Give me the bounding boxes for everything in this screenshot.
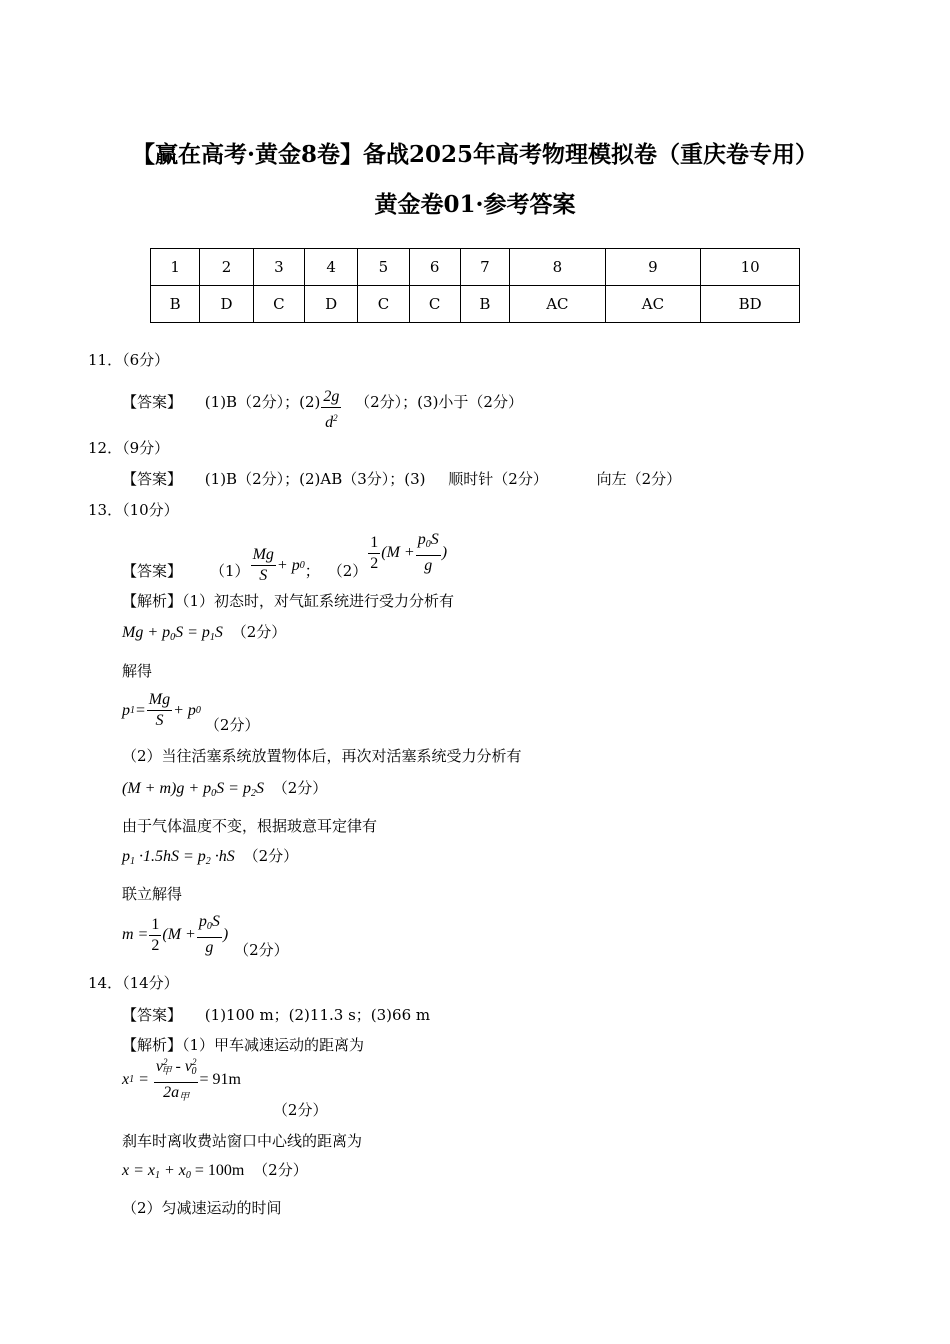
score: （2分） (234, 941, 289, 959)
text-line: 联立解得 (122, 885, 183, 903)
term: p (122, 848, 130, 865)
equation (122, 1052, 241, 1108)
term: v (155, 1058, 164, 1075)
numerator: Mg (147, 690, 172, 711)
analysis-tag: 【解析】 (122, 1036, 183, 1054)
equation (367, 530, 447, 576)
subscript: 0 (206, 921, 212, 932)
numerator (197, 912, 222, 938)
term: - v (171, 1058, 192, 1075)
term: ) (222, 926, 229, 943)
score: （2分） (204, 716, 260, 734)
equation (122, 690, 201, 731)
table-cell: AC (510, 286, 606, 323)
answer-text: 向左（2分） (596, 470, 682, 488)
term: S (214, 624, 223, 641)
equation-line (122, 622, 286, 648)
term: p (417, 531, 426, 548)
fraction-half (368, 533, 380, 574)
subscript: 1 (130, 856, 135, 867)
term: (M + (381, 544, 415, 561)
fraction (154, 1052, 199, 1108)
subscript: 0 (170, 632, 176, 643)
table-cell: 8 (510, 249, 606, 286)
question-11-heading: 11．（6分） (88, 351, 170, 369)
term: S = p (216, 780, 251, 797)
answer-tag: 【答案】 (122, 470, 183, 488)
table-cell: 1 (151, 249, 200, 286)
table-cell: 6 (409, 249, 460, 286)
table-row-answers (151, 286, 800, 323)
subscript: 0 (299, 559, 305, 571)
term: 2a (163, 1084, 180, 1101)
question-11-answer (122, 382, 523, 433)
term: = 91m (199, 1071, 241, 1088)
subscript: 0 (191, 1066, 197, 1077)
answer-table (150, 248, 800, 323)
term: S (430, 531, 439, 548)
answer-text: (1)100 m；(2)11.3 s；(3)66 m (204, 1006, 431, 1024)
denominator: S (259, 567, 268, 584)
fraction-half (149, 915, 161, 956)
score: （2分） (272, 1101, 328, 1119)
subscript: 甲 (179, 1092, 190, 1103)
d-symbol: d (325, 414, 334, 431)
analysis-tag: 【解析】 (122, 592, 183, 610)
fraction (147, 690, 172, 731)
denominator: g (424, 557, 433, 574)
answer-text: 顺时针（2分） (448, 470, 548, 488)
fraction-2g-over-d2 (321, 387, 341, 433)
table-cell: C (409, 286, 460, 323)
text-line: 由于气体温度不变，根据玻意耳定律有 (122, 817, 378, 835)
subscript: 2 (250, 788, 256, 799)
score: （2分） (253, 1161, 308, 1179)
separator: ； (304, 562, 320, 580)
table-cell: D (200, 286, 253, 323)
term: + x (160, 1162, 186, 1179)
text-line: 刹车时离收费站窗口中心线的距离为 (122, 1132, 363, 1150)
term: + p (173, 701, 196, 719)
subscript: 0 (185, 1170, 191, 1181)
term: (M + (162, 926, 196, 943)
table-cell: C (253, 286, 304, 323)
denominator: g (205, 939, 214, 956)
score: （2分） (272, 779, 328, 797)
numerator (154, 1052, 199, 1083)
score: （2分） (243, 847, 299, 865)
table-cell: 2 (200, 249, 253, 286)
fraction (197, 912, 222, 958)
equals: = (138, 1071, 149, 1088)
denominator: 2 (151, 936, 160, 954)
term: = (135, 701, 146, 719)
equation (122, 624, 223, 641)
term: p (122, 701, 130, 719)
term: S = p (175, 624, 210, 641)
question-14-heading: 14．（14分） (88, 974, 179, 992)
answer-tag: 【答案】 (122, 562, 183, 580)
equation (122, 848, 235, 865)
superscript: 2 (191, 1057, 197, 1067)
table-cell: D (304, 286, 357, 323)
question-13-answer (122, 528, 447, 582)
table-row-numbers (151, 249, 800, 286)
text-line: （2）匀减速运动的时间 (122, 1199, 282, 1217)
subscript: 2 (205, 856, 211, 867)
table-cell: 10 (701, 249, 800, 286)
fraction-denominator (323, 408, 340, 433)
equation-line (122, 910, 289, 962)
answer-tag: 【答案】 (122, 393, 183, 411)
analysis-text: （2）当往活塞系统放置物体后，再次对活塞系统受力分析有 (122, 747, 522, 765)
equation (122, 780, 264, 797)
term: + p (276, 556, 300, 574)
answer-text: (1)B（2分）；(2)AB（3分）；(3) (204, 470, 426, 488)
table-cell: AC (605, 286, 701, 323)
table-cell: B (151, 286, 200, 323)
answer-text: （2分）；(3)小于（2分） (355, 393, 523, 411)
equation-line (122, 1057, 328, 1119)
text-line: 解得 (122, 662, 153, 680)
equation-line (122, 1160, 308, 1186)
subscript: 甲 (161, 1066, 172, 1077)
term: S (211, 913, 220, 930)
subscript: 0 (211, 788, 217, 799)
term: Mg + p (122, 624, 171, 641)
numerator: 1 (368, 533, 380, 554)
fraction (416, 530, 441, 576)
answer-tag: 【答案】 (122, 1006, 183, 1024)
part-label: （2） (327, 562, 368, 580)
subscript: 1 (130, 704, 135, 716)
table-cell: BD (701, 286, 800, 323)
question-14-answer (122, 1005, 430, 1025)
analysis-line (122, 591, 454, 611)
term: (M + m)g + p (122, 780, 212, 797)
denominator (161, 1083, 191, 1108)
fraction (251, 545, 276, 586)
superscript: 2 (163, 1057, 168, 1067)
equation (122, 912, 228, 958)
numerator (416, 530, 441, 556)
denominator: 2 (370, 554, 379, 572)
equation (250, 545, 305, 586)
subscript: 0 (425, 539, 431, 550)
subscript: 1 (129, 1074, 135, 1085)
term: ) (441, 544, 448, 561)
equation (122, 1162, 244, 1179)
page-title: 【赢在高考·黄金8卷】备战2025年高考物理模拟卷（重庆卷专用） (131, 141, 819, 168)
subscript: 1 (209, 632, 215, 643)
numerator: Mg (251, 545, 276, 566)
equation-line (122, 778, 327, 804)
answer-text: (1)B（2分）；(2) (204, 393, 321, 411)
question-13-heading: 13．（10分） (88, 501, 179, 519)
analysis-text: （1）初态时，对气缸系统进行受力分析有 (182, 592, 455, 610)
table-cell: 5 (358, 249, 409, 286)
question-12-answer (122, 469, 681, 489)
equation-line (122, 689, 259, 735)
term: x = x (122, 1162, 155, 1179)
term: p (198, 913, 207, 930)
table-cell: 3 (253, 249, 304, 286)
term: x (122, 1071, 130, 1088)
table-cell: 9 (605, 249, 701, 286)
term: ·hS (210, 848, 235, 865)
term: ·1.5hS = p (135, 848, 206, 865)
term: = 100m (190, 1162, 245, 1179)
numerator: 1 (149, 915, 161, 936)
table-cell: 7 (460, 249, 509, 286)
question-12-heading: 12．（9分） (88, 439, 170, 457)
table-cell: C (358, 286, 409, 323)
exponent: 2 (333, 413, 338, 423)
analysis-text: （1）甲车减速运动的距离为 (182, 1036, 365, 1054)
part-label: （1） (210, 562, 250, 580)
term: m = (122, 926, 149, 943)
subscript: 1 (155, 1170, 160, 1181)
denominator: S (155, 712, 164, 729)
table-cell: 4 (304, 249, 357, 286)
score: （2分） (231, 623, 287, 641)
table-cell: B (460, 286, 509, 323)
term: S (255, 780, 264, 797)
page-subtitle: 黄金卷01·参考答案 (374, 191, 576, 218)
fraction-numerator: 2g (321, 387, 341, 408)
equation-line (122, 846, 298, 872)
subscript: 0 (195, 704, 201, 716)
